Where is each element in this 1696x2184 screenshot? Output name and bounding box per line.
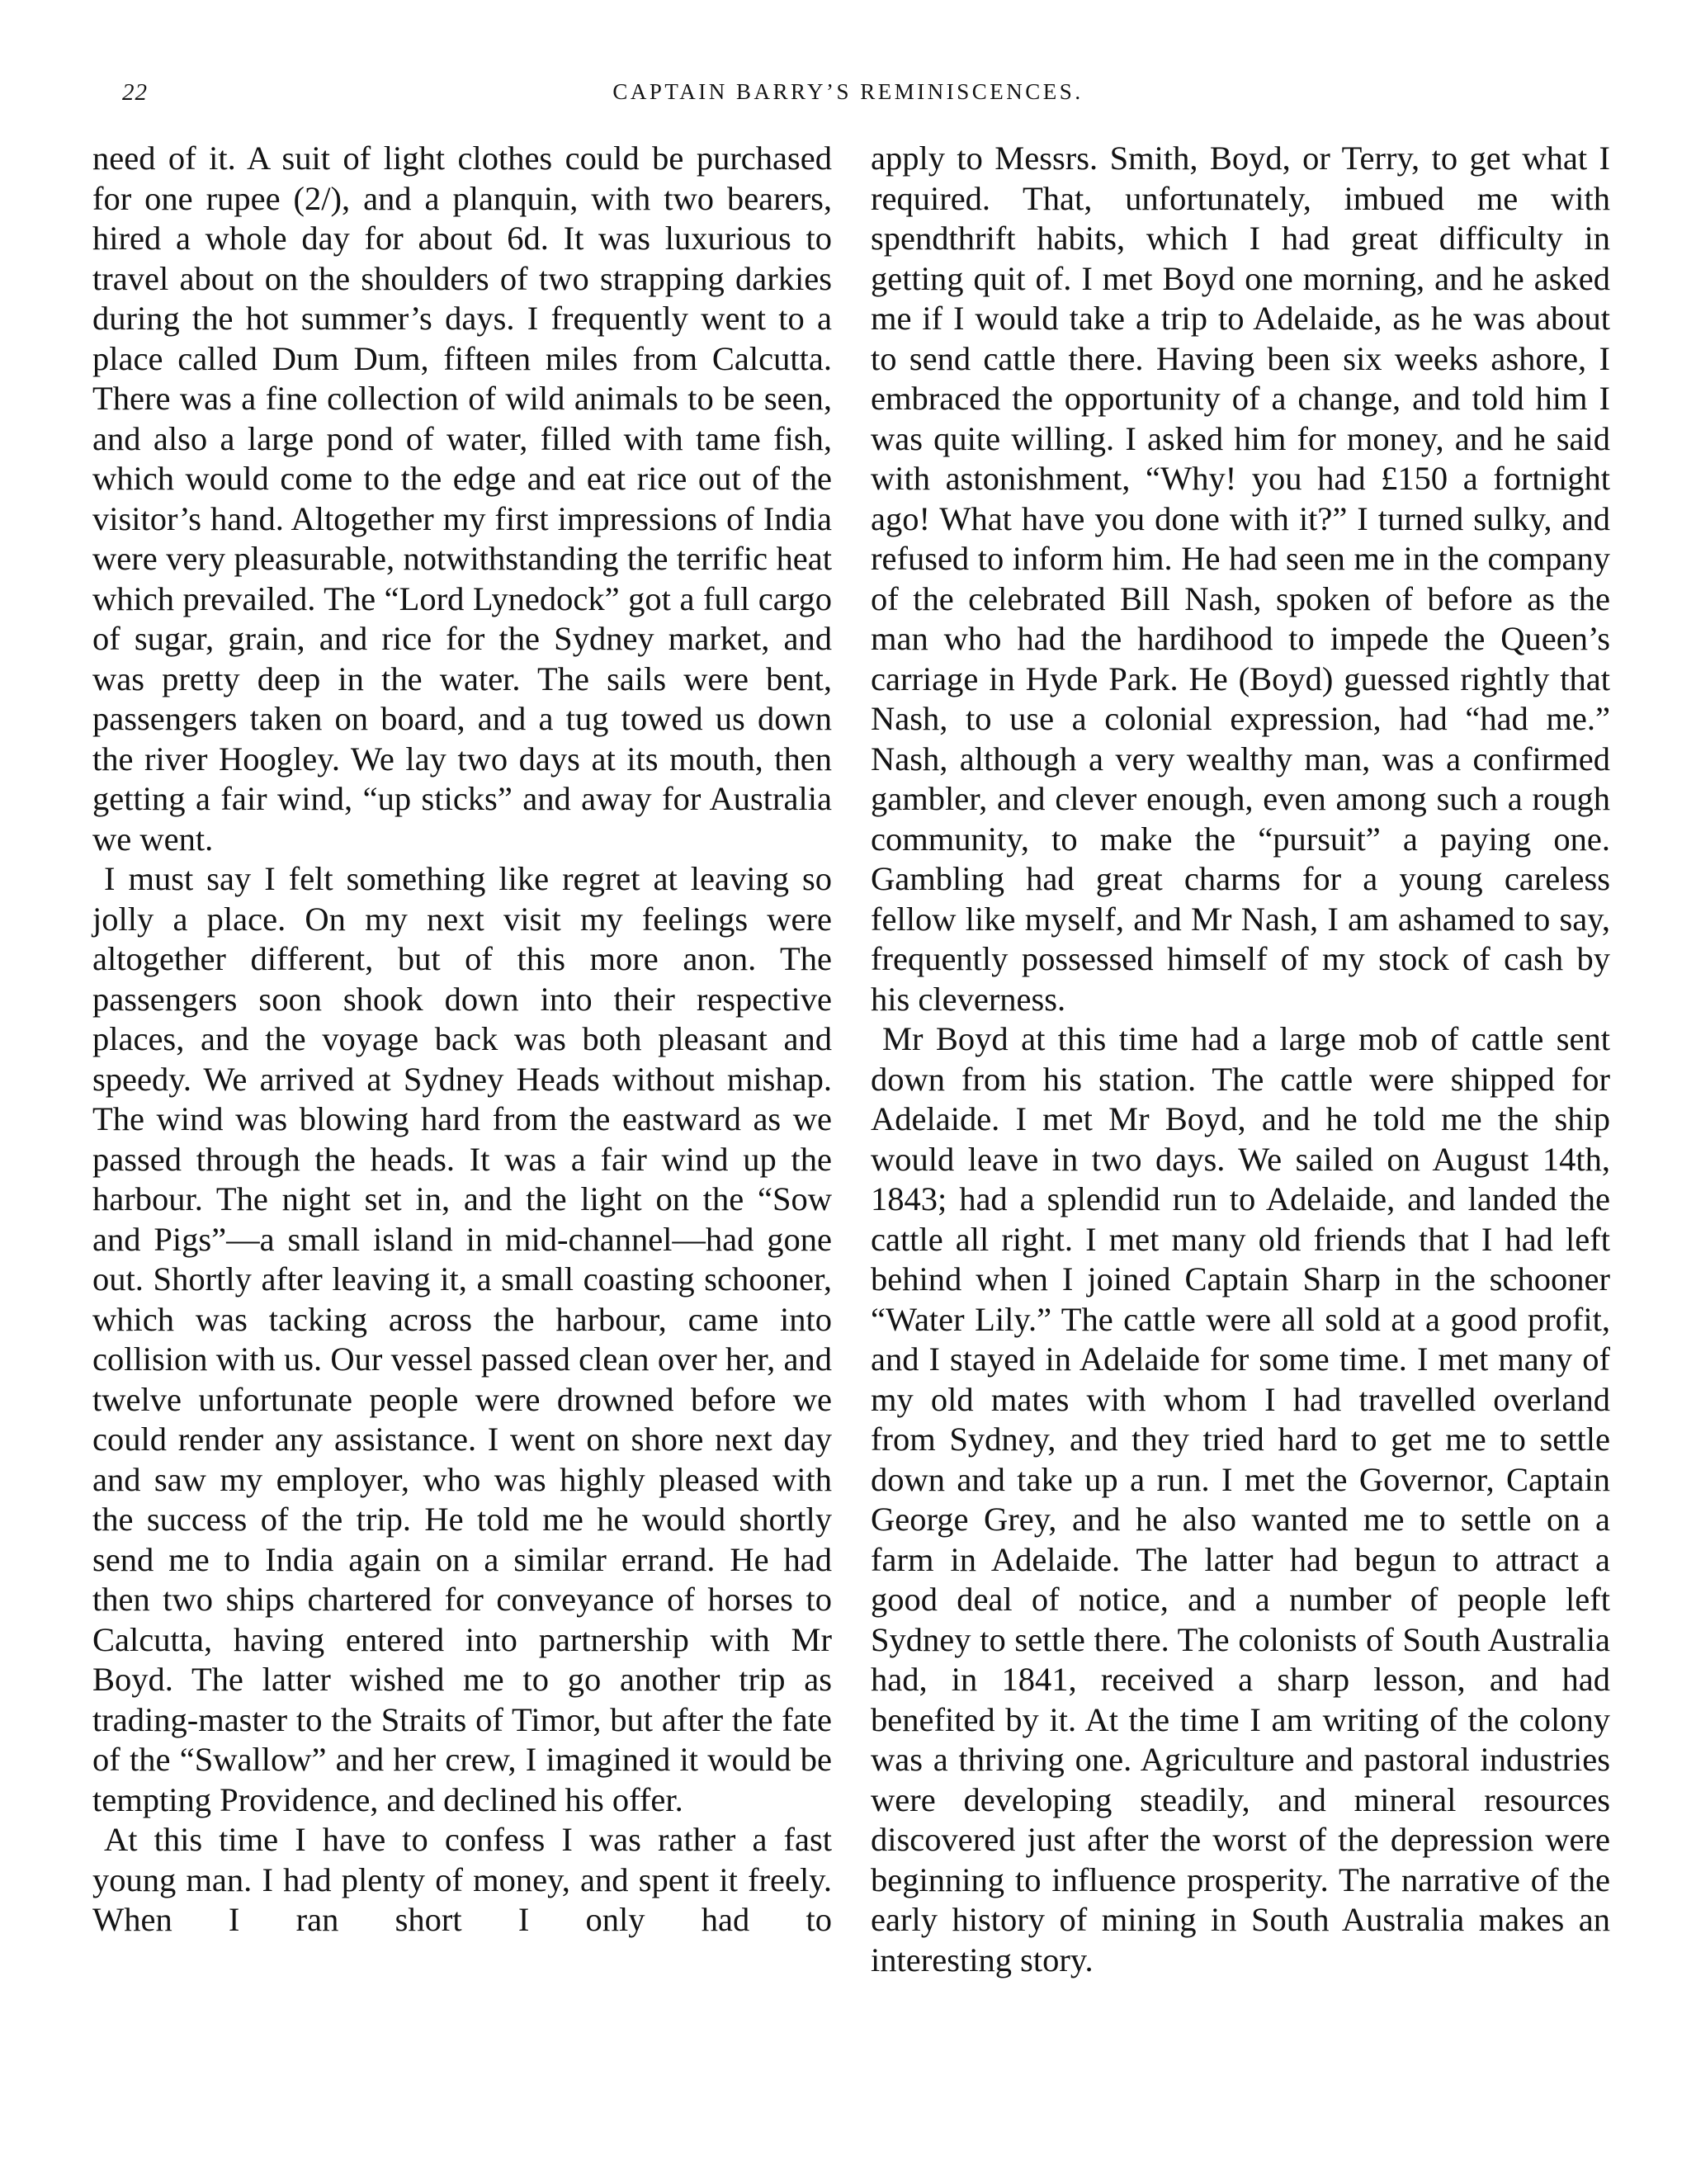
paragraph: I must say I felt something like regret at leaving so jolly a place. On my next visit my feelings were altogether different, but of this more anon. The passengers soon shook down into their respective places, and the voyage back was both pleasant and speedy. We arrived at Sydney Heads without mishap. The wind was blowing hard from the eastward as we passed through the heads. It was a fair wind up the harbour. The night set in, and the light on the “Sow and Pigs”—a small island in mid-channel—had gone out. Shortly after leaving it, a small coasting schooner, which was tacking across the harbour, came into collision with us. Our vessel passed clean over her, and twelve unfortunate people were drowned before we could render any assistance. I went on shore next day and saw my employer, who was highly pleased with the success of the trip. He told me he would shortly send me to India again on a similar errand. He had then two ships chartered for conveyance of horses to Calcutta, having entered into partnership with Mr Boyd. The latter wished me to go another trip as trading-master to the Straits of Timor, but after the fate of the “Swallow” and her crew, I imagined it would be tempting Providence, and declined his offer.: [92, 860, 832, 1818]
right-column: [871, 139, 1610, 1980]
paragraph: At this time I have to confess I was rather a fast young man. I had plenty of money, and spent it freely. When I ran short I only had to: [92, 1821, 832, 1938]
paragraph: need of it. A suit of light clothes could be purchased for one rupee (2/), and a planquin, with two bearers, hired a whole day for about 6d. It was luxurious to travel about on the shoulders of two strapping darkies during the hot summer’s days. I frequently went to a place called Dum Dum, fifteen miles from Calcutta. There was a fine collection of wild animals to be seen, and also a large pond of water, filled with tame fish, which would come to the edge and eat rice out of the visitor’s hand. Altogether my first impressions of India were very pleasurable, notwithstanding the terrific heat which prevailed. The “Lord Lynedock” got a full cargo of sugar, grain, and rice for the Sydney market, and was pretty deep in the water. The sails were bent, passengers taken on board, and a tug towed us down the river Hoogley. We lay two days at its mouth, then getting a fair wind, “up sticks” and away for Australia we went.: [92, 139, 832, 858]
left-column: [92, 139, 832, 1941]
paragraph: apply to Messrs. Smith, Boyd, or Terry, to get what I required. That, unfortunately, imbued me with spendthrift habits, which I had great difficulty in getting quit of. I met Boyd one morning, and he asked me if I would take a trip to Adelaide, as he was about to send cattle there. Having been six weeks ashore, I embraced the opportunity of a change, and told him I was quite willing. I asked him for money, and he said with astonishment, “Why! you had £150 a fortnight ago! What have you done with it?” I turned sulky, and refused to inform him. He had seen me in the company of the celebrated Bill Nash, spoken of before as the man who had the hardihood to impede the Queen’s carriage in Hyde Park. He (Boyd) guessed rightly that Nash, to use a colonial expression, had “had me.” Nash, although a very wealthy man, was a confirmed gambler, and clever enough, even among such a rough community, to make the “pursuit” a paying one. Gambling had great charms for a young careless fellow like myself, and Mr Nash, I am ashamed to say, frequently possessed himself of my stock of cash by his cleverness.: [871, 139, 1610, 1018]
paragraph: Mr Boyd at this time had a large mob of cattle sent down from his station. The cattle were shipped for Adelaide. I met Mr Boyd, and he told me the ship would leave in two days. We sailed on August 14th, 1843; had a splendid run to Adelaide, and landed the cattle all right. I met many old friends that I had left behind when I joined Captain Sharp in the schooner “Water Lily.” The cattle were all sold at a good profit, and I stayed in Adelaide for some time. I met many of my old mates with whom I had travelled overland from Sydney, and they tried hard to get me to settle down and take up a run. I met the Governor, Captain George Grey, and he also wanted me to settle on a farm in Adelaide. The latter had begun to attract a good deal of notice, and a number of people left Sydney to settle there. The colonists of South Australia had, in 1841, received a sharp lesson, and had benefited by it. At the time I am writing of the colony was a thriving one. Agriculture and pastoral industries were developing steadily, and mineral resources discovered just after the worst of the depression were beginning to influence prosperity. The narrative of the early history of mining in South Australia makes an interesting story.: [871, 1020, 1610, 1978]
running-title: CAPTAIN BARRY’S REMINISCENCES.: [612, 79, 1084, 104]
page-number: 22: [122, 79, 148, 106]
